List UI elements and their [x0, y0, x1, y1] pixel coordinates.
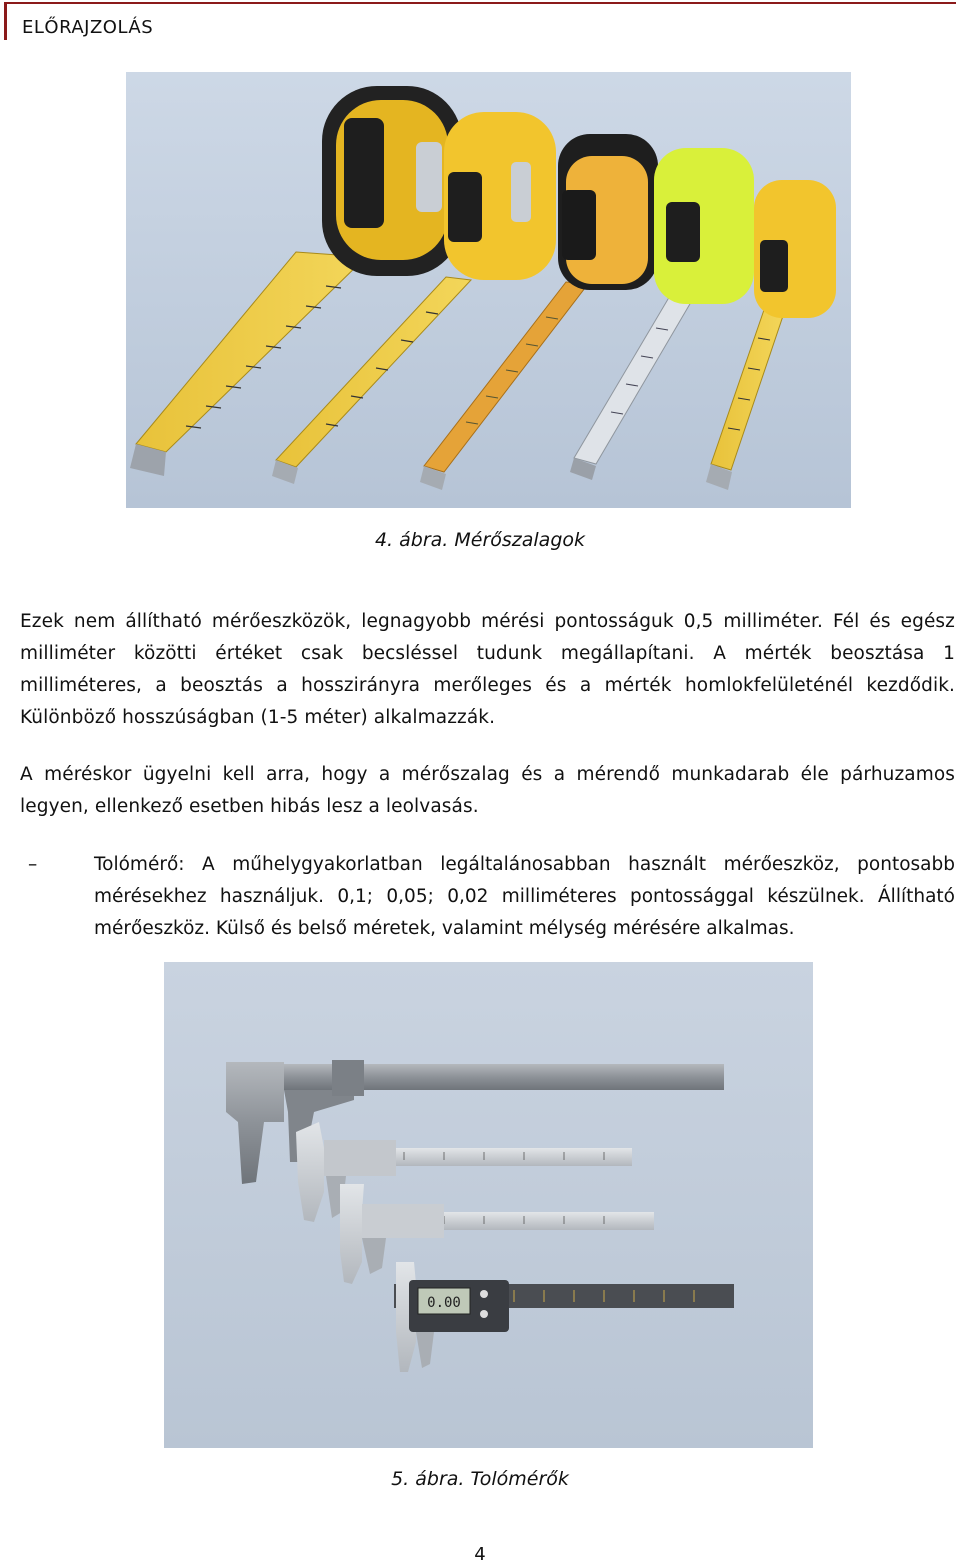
bullet-dash: –: [28, 854, 38, 875]
page-number: 4: [474, 1544, 486, 1565]
paragraph-measuring-care: A méréskor ügyelni kell arra, hogy a mérőszalag és a mérendő munkadarab éle párhuzamos legyen, ellenkező esetben hibás lesz a leolvasás.: [20, 764, 955, 817]
tape-measures-photo: [126, 72, 851, 508]
caliper-digital-reading: 0.00: [427, 1295, 461, 1311]
figure-5-caption: 5. ábra. Tolómérők: [391, 1468, 569, 1490]
header-title: ELŐRAJZOLÁS: [22, 17, 154, 38]
page-header: [4, 2, 956, 40]
paragraph-tape-measures: Ezek nem állítható mérőeszközök, legnagyobb mérési pontosságuk 0,5 milliméter. Fél és egész milliméter közötti értéket csak becsléssel tudunk megállapítani. A mérték beosztása 1 milliméteres, a beosztás a hosszirányra merőleges és a mérték homlokfelületénél kezdődik. Különböző hosszúságban (1-5 méter) alkalmazzák.: [20, 611, 955, 728]
bullet-caliper-text: Tolómérő: A műhelygyakorlatban legáltalánosabban használt mérőeszköz, pontosabb mérésekhez használjuk. 0,1; 0,05; 0,02 milliméteres pontossággal készülnek. Állítható mérőeszköz. Külső és belső méretek, valamint mélység mérésére alkalmas.: [94, 854, 955, 939]
figure-4-caption: 4. ábra. Mérőszalagok: [374, 529, 586, 551]
calipers-photo: [164, 962, 813, 1448]
